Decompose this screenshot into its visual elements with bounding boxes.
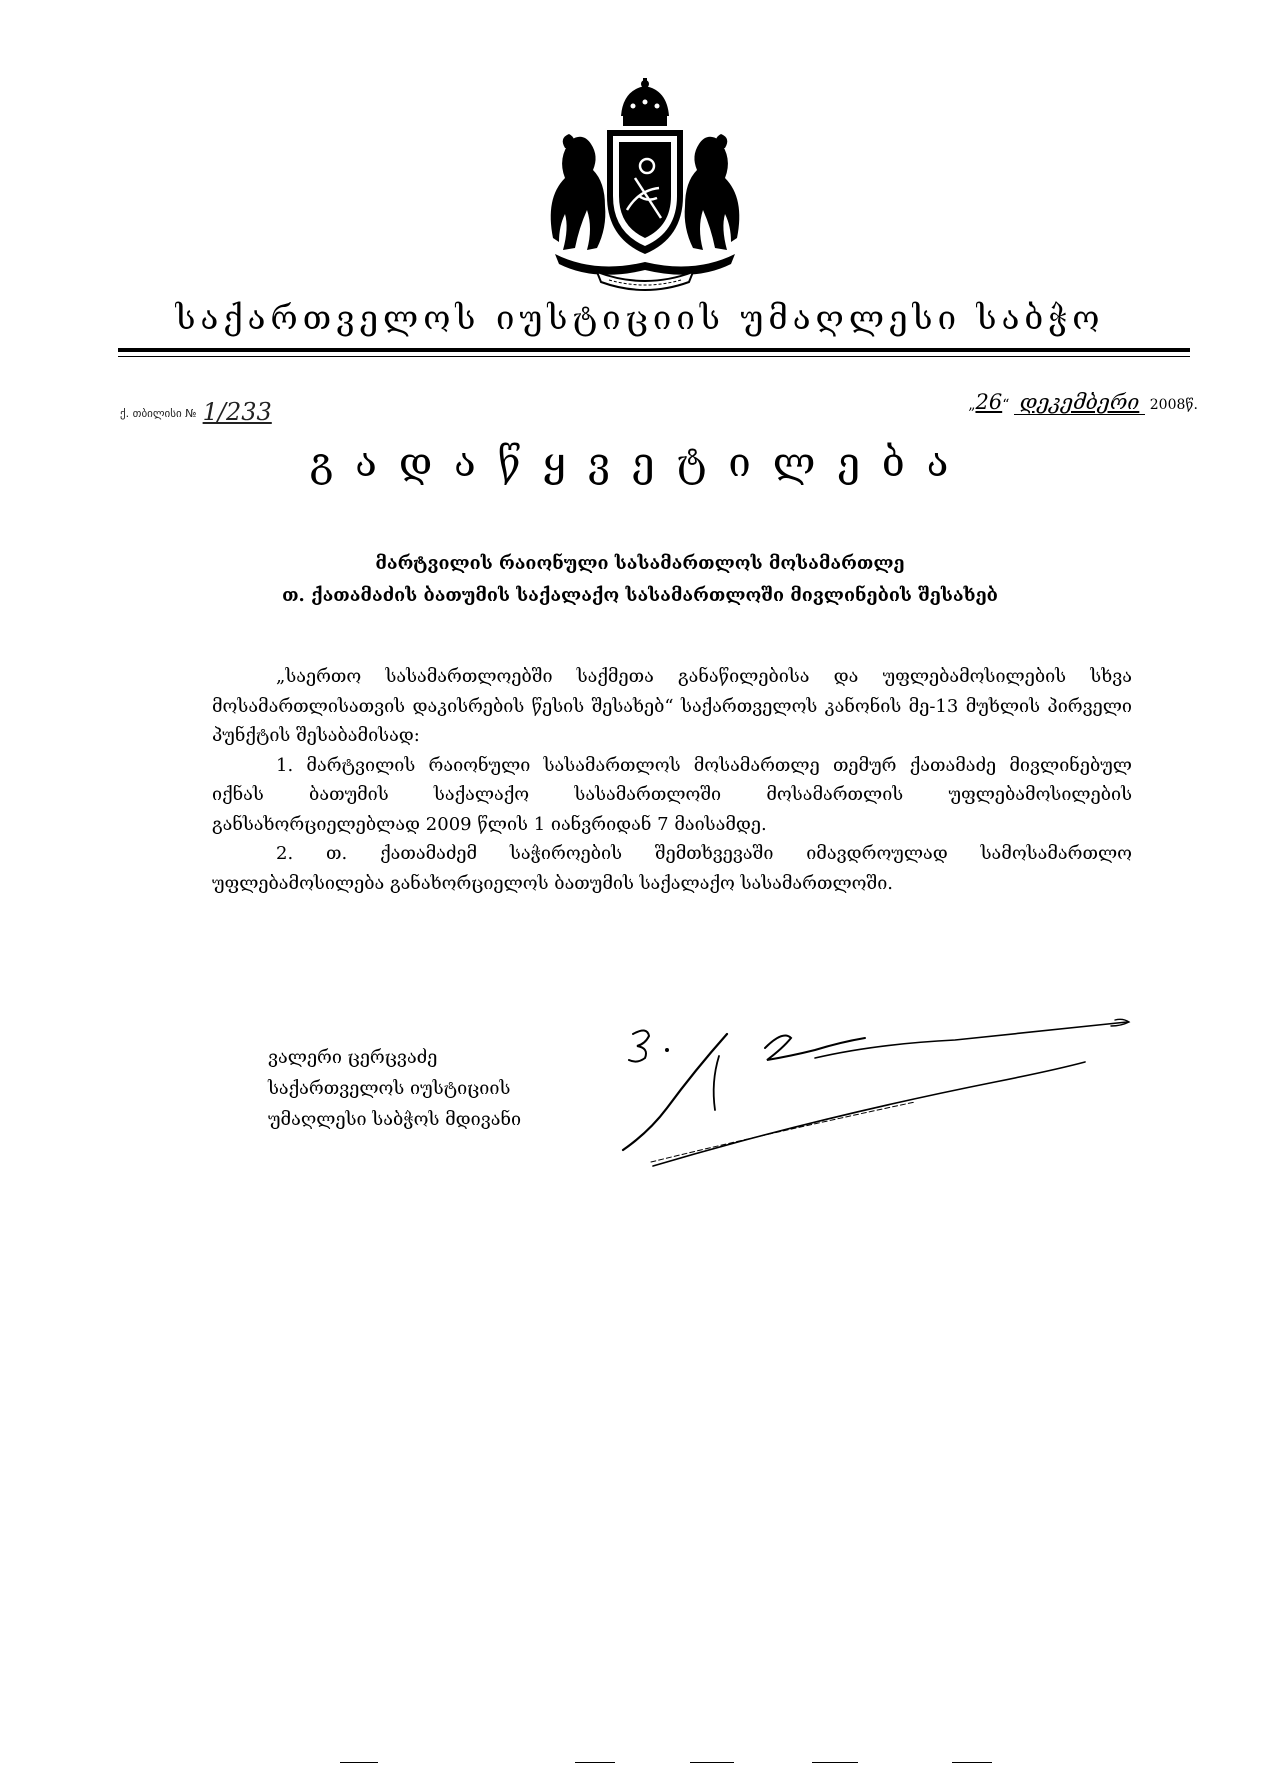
- document-type-heading: გადაწყვეტილება: [309, 440, 971, 486]
- date-day: 26: [975, 390, 1003, 414]
- header-divider-thick: [118, 348, 1190, 352]
- subject-line-2: თ. ქათამაძის ბათუმის საქალაქო სასამართლოში მივლინების შესახებ: [282, 585, 998, 606]
- footer-mark-5: [952, 1762, 992, 1763]
- date-year: 2008წ.: [1149, 397, 1198, 413]
- coat-of-arms-emblem: [535, 78, 755, 293]
- decision-body: [212, 662, 1132, 898]
- body-preamble: „საერთო სასამართლოებში საქმეთა განაწილებისა და უფლებამოსილების სხვა მოსამართლისათვის დაკისრების წესის შესახებ“ საქართველოს კანონის მე-13 მუხლის პირველი პუნქტის შესაბამისად:: [212, 666, 1132, 746]
- footer-mark-3: [690, 1762, 734, 1763]
- footer-mark-4: [812, 1762, 858, 1763]
- handwritten-signature: [615, 1012, 1135, 1172]
- footer-mark-2: [575, 1762, 615, 1763]
- date-quote-open: „: [968, 397, 976, 413]
- organization-title: საქართველოს იუსტიციის უმაღლესი საბჭო: [175, 298, 1105, 337]
- date-quote-close: “: [1002, 397, 1014, 413]
- footer-mark-1: [340, 1762, 378, 1763]
- registration-number: [120, 398, 272, 426]
- signer-title-line-1: საქართველოს იუსტიციის: [268, 1078, 511, 1099]
- signer-name: ვალერი ცერცვაძე: [268, 1047, 438, 1068]
- body-item-2: 2. თ. ქათამაძემ საჭიროების შემთხვევაში იმავდროულად სამოსამართლო უფლებამოსილება განახორციელოს ბათუმის საქალაქო სასამართლოში.: [212, 843, 1132, 894]
- subject-line-1: მარტვილის რაიონული სასამართლოს მოსამართლე: [375, 553, 905, 574]
- subject-block: [150, 548, 1130, 612]
- document-date: [968, 390, 1198, 415]
- registration-value: 1/233: [202, 398, 272, 426]
- registration-label: ქ. თბილისი №: [120, 407, 197, 420]
- signer-title-line-2: უმაღლესი საბჭოს მდივანი: [268, 1109, 522, 1130]
- body-item-1: 1. მარტვილის რაიონული სასამართლოს მოსამართლე თემურ ქათამაძე მივლინებულ იქნას ბათუმის საქალაქო სასამართლოში მოსამართლის უფლებამოსილების განსახორციელებლად 2009 წლის 1 იანვრიდან 7 მაისამდე.: [212, 754, 1132, 835]
- date-month: დეკემბერი: [1019, 390, 1140, 414]
- header-divider-thin: [118, 356, 1190, 357]
- signer-block: [268, 1042, 521, 1135]
